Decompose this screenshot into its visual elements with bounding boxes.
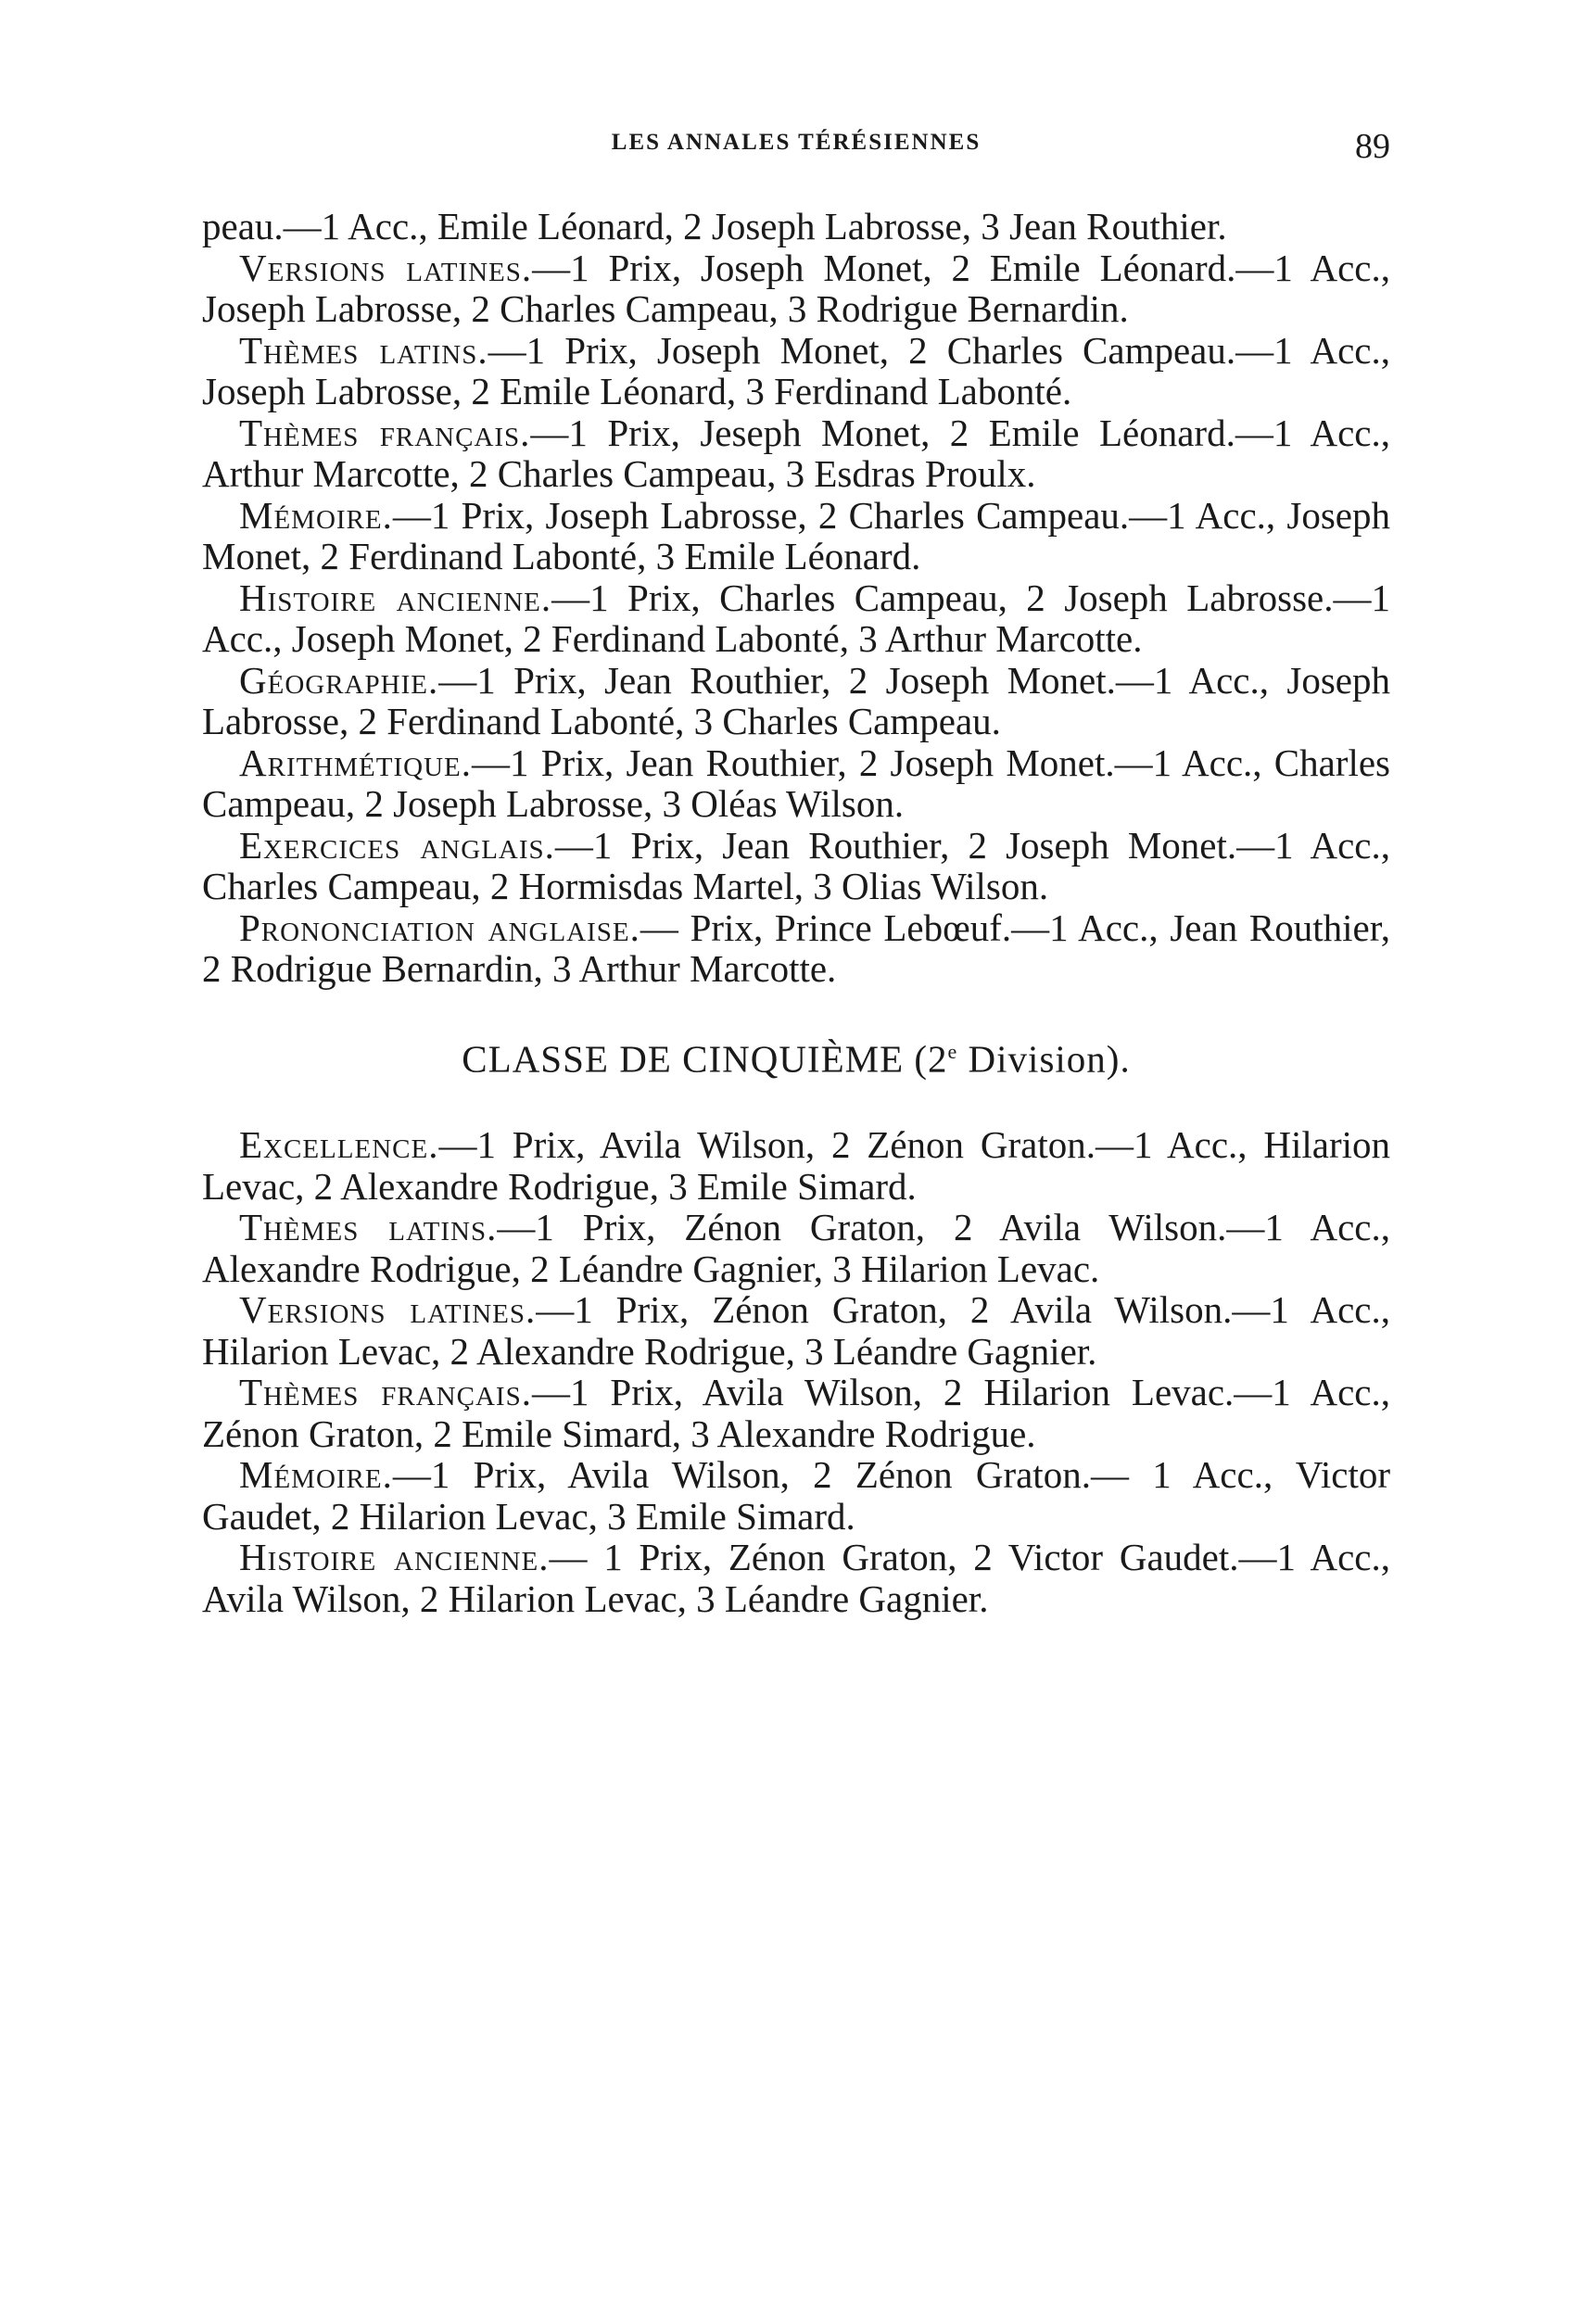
paragraph-text: peau.—1 Acc., Emile Léonard, 2 Joseph Labrosse, 3 Jean Routhier. xyxy=(202,205,1227,247)
body-text xyxy=(202,206,1390,1619)
paragraph-text: —1 Prix, Joseph Monet, 2 Emile Léonard.—1 Acc., Joseph Labrosse, 2 Charles Campeau, 3 Rodrigue Bernardin. xyxy=(202,246,1390,330)
paragraph-text: —1 Prix, Joseph Monet, 2 Charles Campeau.—1 Acc., Joseph Labrosse, 2 Emile Léonard, 3 Ferdinand Labonté. xyxy=(202,328,1390,412)
section-heading-main: CLASSE DE CINQUIÈME (2 xyxy=(462,1037,948,1081)
paragraph xyxy=(202,1372,1390,1454)
running-title: LES ANNALES TÉRÉSIENNES xyxy=(611,130,982,155)
paragraph-lead: Versions latines. xyxy=(239,246,533,289)
paragraph-text: —1 Prix, Avila Wilson, 2 Zénon Graton.— 1 Acc., Victor Gaudet, 2 Hilarion Levac, 3 Emile Simard. xyxy=(202,1453,1390,1538)
paragraph-lead: Mémoire. xyxy=(239,493,393,537)
paragraph xyxy=(202,577,1390,660)
paragraph xyxy=(202,206,1390,247)
paragraph xyxy=(202,825,1390,907)
paragraph-text: —1 Prix, Jean Routhier, 2 Joseph Monet.—1 Acc., Charles Campeau, 2 Joseph Labrosse, 3 Oléas Wilson. xyxy=(202,741,1390,825)
paragraph-text: —1 Prix, Charles Campeau, 2 Joseph Labrosse.—1 Acc., Joseph Monet, 2 Ferdinand Labonté, 3 Arthur Marcotte. xyxy=(202,576,1390,660)
paragraph xyxy=(202,330,1390,412)
paragraph xyxy=(202,660,1390,742)
section-heading xyxy=(202,1029,1390,1083)
paragraph-lead: Thèmes français. xyxy=(239,411,531,454)
section-heading-end: Division). xyxy=(957,1037,1131,1081)
section-heading-superscript: e xyxy=(947,1039,958,1063)
paragraph xyxy=(202,247,1390,330)
paragraph-text: —1 Prix, Zénon Graton, 2 Avila Wilson.—1 Acc., Alexandre Rodrigue, 2 Léandre Gagnier, 3 Hilarion Levac. xyxy=(202,1206,1390,1290)
paragraph-text: —1 Prix, Jean Routhier, 2 Joseph Monet.—1 Acc., Joseph Labrosse, 2 Ferdinand Labonté, 3 Charles Campeau. xyxy=(202,658,1390,742)
paragraph-text: —1 Prix, Jeseph Monet, 2 Emile Léonard.—1 Acc., Arthur Marcotte, 2 Charles Campeau, 3 Esdras Proulx. xyxy=(202,411,1390,495)
paragraph-lead: Prononciation anglaise. xyxy=(239,905,640,949)
paragraph xyxy=(202,495,1390,577)
paragraph xyxy=(202,1207,1390,1289)
page-number: 89 xyxy=(1355,127,1390,166)
paragraph xyxy=(202,907,1390,990)
paragraph-lead: Thèmes français. xyxy=(239,1371,532,1414)
paragraph-lead: Histoire ancienne. xyxy=(239,1536,550,1579)
paragraph xyxy=(202,1124,1390,1207)
paragraph-lead: Géographie. xyxy=(239,658,439,702)
paragraph-text: — Prix, Prince Lebœuf.—1 Acc., Jean Routhier, 2 Rodrigue Bernardin, 3 Arthur Marcotte. xyxy=(202,905,1391,990)
paragraph xyxy=(202,1537,1390,1619)
paragraph-lead: Mémoire. xyxy=(239,1453,393,1497)
paragraph-lead: Thèmes latins. xyxy=(239,1206,498,1249)
paragraph-text: — 1 Prix, Zénon Graton, 2 Victor Gaudet.—1 Acc., Avila Wilson, 2 Hilarion Levac, 3 Léandre Gagnier. xyxy=(202,1536,1390,1620)
paragraph xyxy=(202,1454,1390,1537)
paragraph-lead: Excellence. xyxy=(239,1123,439,1167)
paragraph xyxy=(202,1289,1390,1372)
paragraph-lead: Arithmétique. xyxy=(239,741,472,784)
running-header xyxy=(202,127,1390,167)
paragraph xyxy=(202,412,1390,495)
paragraph-text: —1 Prix, Avila Wilson, 2 Hilarion Levac.—1 Acc., Zénon Graton, 2 Emile Simard, 3 Alexandre Rodrigue. xyxy=(202,1371,1390,1455)
paragraph-lead: Histoire ancienne. xyxy=(239,576,552,619)
paragraph xyxy=(202,742,1390,825)
paragraph-text: —1 Prix, Jean Routhier, 2 Joseph Monet.—1 Acc., Charles Campeau, 2 Hormisdas Martel, 3 Olias Wilson. xyxy=(202,823,1390,907)
paragraph-lead: Exercices anglais. xyxy=(239,823,555,867)
paragraph-lead: Thèmes latins. xyxy=(239,328,488,372)
paragraph-lead: Versions latines. xyxy=(239,1288,537,1332)
paragraph-text: —1 Prix, Zénon Graton, 2 Avila Wilson.—1 Acc., Hilarion Levac, 2 Alexandre Rodrigue, 3 Léandre Gagnier. xyxy=(202,1288,1390,1373)
paragraph-text: —1 Prix, Joseph Labrosse, 2 Charles Campeau.—1 Acc., Joseph Monet, 2 Ferdinand Labonté, 3 Emile Léonard. xyxy=(202,493,1390,577)
paragraph-text: —1 Prix, Avila Wilson, 2 Zénon Graton.—1 Acc., Hilarion Levac, 2 Alexandre Rodrigue, 3 Emile Simard. xyxy=(202,1123,1390,1208)
